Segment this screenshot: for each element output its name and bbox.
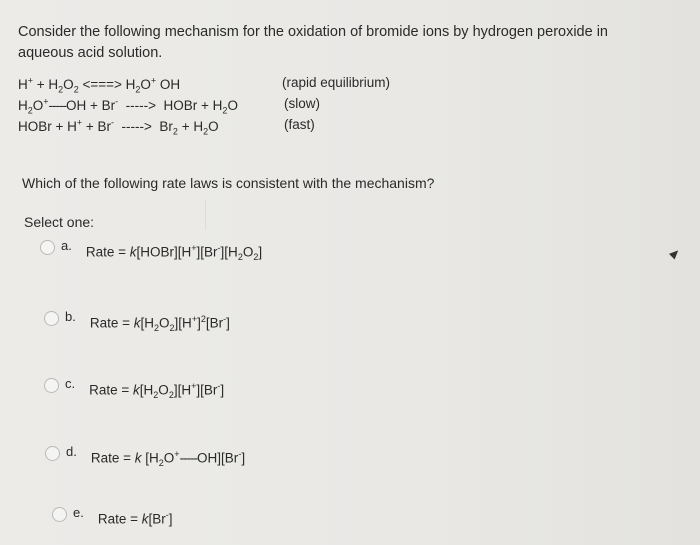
option-a[interactable] [40, 238, 262, 262]
option-b[interactable] [44, 309, 230, 333]
radio-e[interactable] [52, 507, 67, 522]
question-intro: Consider the following mechanism for the oxidation of bromide ions by hydrogen peroxide in aqueous acid solution. [18, 24, 608, 61]
option-d[interactable] [45, 444, 245, 468]
option-b-letter: b. [65, 309, 76, 324]
option-b-label: Rate = $k[H_2O_2][H^+]^2[Br^-]$ [89, 314, 230, 334]
step-2-note: (slow) [284, 96, 320, 111]
option-e-label: Rate = k[Br-] [97, 510, 173, 527]
mouse-cursor-icon [669, 247, 681, 259]
mechanism-step-1: $H^+ + H_2O_2$ <===> $H_2O^+$ OH (rapid equilibrium) [18, 75, 391, 95]
option-a-label: Rate = $k[HOBr][H^+][Br^-][H_2O_2]$ [85, 243, 263, 263]
step-1-note: (rapid equilibrium) [282, 75, 391, 90]
radio-d[interactable] [45, 446, 60, 461]
divider [205, 200, 206, 230]
radio-a[interactable] [40, 240, 55, 255]
option-e[interactable] [52, 505, 173, 527]
question-prompt: Which of the following rate laws is consistent with the mechanism? [22, 175, 435, 191]
option-c[interactable] [44, 376, 224, 400]
radio-b[interactable] [44, 311, 59, 326]
radio-c[interactable] [44, 378, 59, 393]
mechanism-step-3: HOBr + H+ + Br- -----> $Br_2 + H_2O$ (fast) [18, 117, 315, 137]
select-one-label: Select one: [24, 214, 95, 230]
option-d-label: Rate = k $[H_2O^+-----OH][Br^-]$ [90, 449, 246, 469]
option-a-letter: a. [61, 238, 72, 253]
step-3-note: (fast) [284, 117, 315, 132]
option-d-letter: d. [66, 444, 77, 459]
option-e-letter: e. [73, 505, 84, 520]
option-c-label: Rate = $k[H_2O_2][H^+][Br^-]$ [89, 381, 225, 401]
option-c-letter: c. [65, 376, 76, 391]
mechanism-step-2: $H_2O^+-----OH + Br^-$ -----> HOBr + $H_2O$ (slow) [18, 96, 320, 116]
